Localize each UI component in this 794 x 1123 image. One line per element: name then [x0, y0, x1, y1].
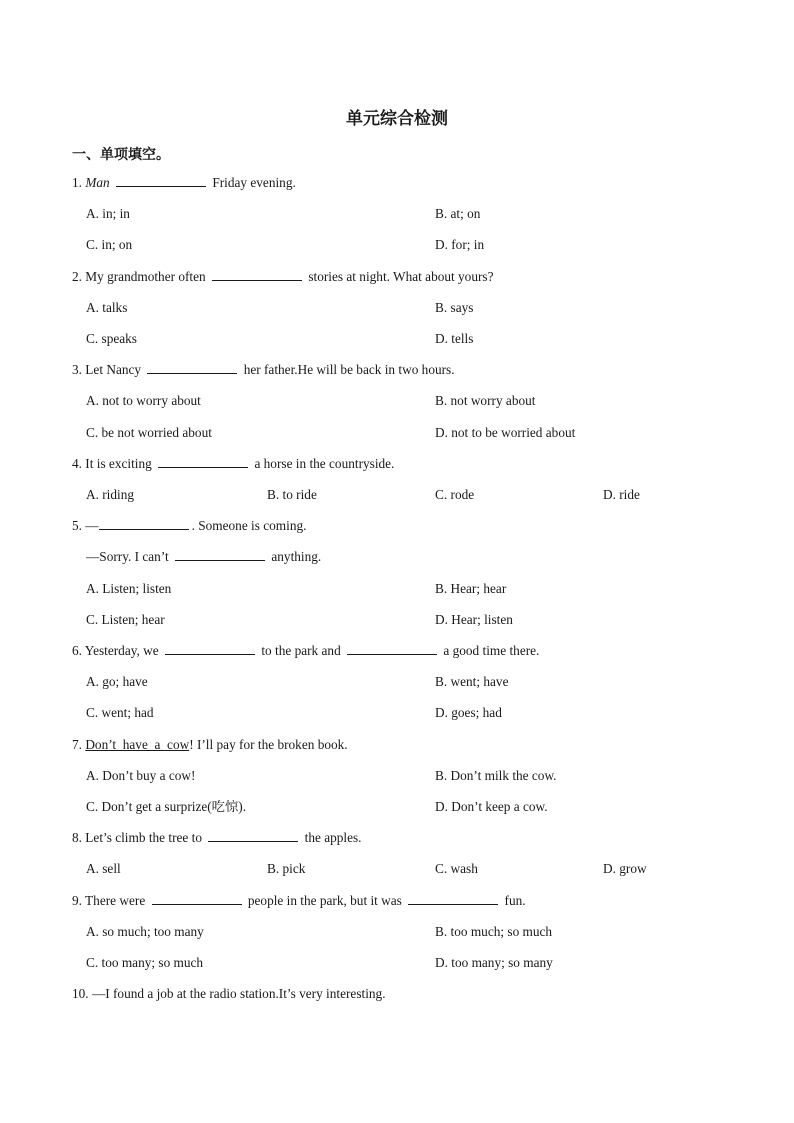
- option-b: B. went; have: [435, 674, 509, 689]
- answer-blank: [208, 829, 298, 842]
- question-5-reply: [86, 548, 321, 566]
- question-text: . Someone is coming.: [191, 518, 307, 533]
- option-c: C. be not worried about: [86, 425, 212, 440]
- option-a: A. riding: [86, 487, 135, 502]
- question-text: Friday evening.: [212, 175, 296, 190]
- option-a: A. sell: [86, 861, 121, 876]
- question-text: fun.: [504, 893, 526, 908]
- question-7: [72, 736, 348, 754]
- question-text: stories at night. What about yours?: [308, 269, 494, 284]
- answer-blank: [116, 174, 206, 187]
- option-c: C. in; on: [86, 237, 133, 252]
- answer-blank: [147, 361, 237, 374]
- question-10: 10. —I found a job at the radio station.It’s very interesting.: [72, 986, 386, 1001]
- option-b: B. too much; so much: [435, 924, 553, 939]
- answer-blank: [175, 548, 265, 561]
- option-c: C. rode: [435, 487, 475, 502]
- question-6: [72, 642, 539, 660]
- question-9: [72, 892, 526, 910]
- option-a: A. Listen; listen: [86, 581, 172, 596]
- option-b: B. Don’t milk the cow.: [435, 768, 557, 783]
- option-d: D. too many; so many: [435, 955, 553, 970]
- option-d: D. ride: [603, 487, 640, 502]
- option-a: A. Don’t buy a cow!: [86, 768, 196, 783]
- question-italic-word: Man: [85, 175, 110, 190]
- question-text: 9. There were: [72, 893, 146, 908]
- option-a: A. go; have: [86, 674, 148, 689]
- question-2: [72, 268, 493, 286]
- question-text: the apples.: [304, 830, 362, 845]
- option-c: C. Don’t get a surprize(吃惊).: [86, 799, 247, 814]
- option-d: D. not to be worried about: [435, 425, 576, 440]
- question-text: 4. It is exciting: [72, 456, 152, 471]
- option-c: C. went; had: [86, 705, 154, 720]
- answer-blank: [99, 517, 189, 530]
- option-d: D. for; in: [435, 237, 485, 252]
- answer-blank: [347, 642, 437, 655]
- option-c: C. Listen; hear: [86, 612, 165, 627]
- option-b: B. Hear; hear: [435, 581, 507, 596]
- question-8: [72, 829, 362, 847]
- question-text: 6. Yesterday, we: [72, 643, 159, 658]
- answer-blank: [408, 892, 498, 905]
- page-title: 单元综合检测: [346, 109, 448, 129]
- answer-blank: [152, 892, 242, 905]
- question-text: a good time there.: [443, 643, 540, 658]
- question-number: 1.: [72, 175, 82, 190]
- question-text: 3. Let Nancy: [72, 362, 142, 377]
- option-d: D. grow: [603, 861, 647, 876]
- question-3: [72, 361, 455, 379]
- option-b: B. pick: [267, 861, 306, 876]
- question-text: ! I’ll pay for the broken book.: [189, 737, 348, 752]
- question-text: 8. Let’s climb the tree to: [72, 830, 202, 845]
- option-c: C. wash: [435, 861, 478, 876]
- option-c: C. too many; so much: [86, 955, 204, 970]
- option-a: A. talks: [86, 300, 128, 315]
- answer-blank: [158, 455, 248, 468]
- option-a: A. in; in: [86, 206, 130, 221]
- option-a: A. not to worry about: [86, 393, 201, 408]
- question-text: anything.: [271, 549, 322, 564]
- question-number: 7.: [72, 737, 82, 752]
- option-b: B. not worry about: [435, 393, 536, 408]
- option-d: D. tells: [435, 331, 474, 346]
- underlined-phrase: Don’t_have_a_cow: [85, 737, 190, 752]
- section-heading: 一、单项填空。: [72, 147, 170, 163]
- answer-blank: [212, 268, 302, 281]
- question-5: [72, 517, 306, 535]
- question-text: 5. —: [72, 518, 99, 533]
- option-a: A. so much; too many: [86, 924, 204, 939]
- question-text: people in the park, but it was: [247, 893, 402, 908]
- question-1: [72, 174, 296, 192]
- option-d: D. Hear; listen: [435, 612, 513, 627]
- option-b: B. at; on: [435, 206, 481, 221]
- option-c: C. speaks: [86, 331, 137, 346]
- option-b: B. to ride: [267, 487, 317, 502]
- option-d: D. Don’t keep a cow.: [435, 799, 548, 814]
- question-text: to the park and: [261, 643, 341, 658]
- question-text: a horse in the countryside.: [254, 456, 395, 471]
- answer-blank: [165, 642, 255, 655]
- question-text: 2. My grandmother often: [72, 269, 206, 284]
- question-text: her father.He will be back in two hours.: [243, 362, 455, 377]
- question-4: [72, 455, 394, 473]
- option-d: D. goes; had: [435, 705, 502, 720]
- question-text: —Sorry. I can’t: [86, 549, 169, 564]
- option-b: B. says: [435, 300, 474, 315]
